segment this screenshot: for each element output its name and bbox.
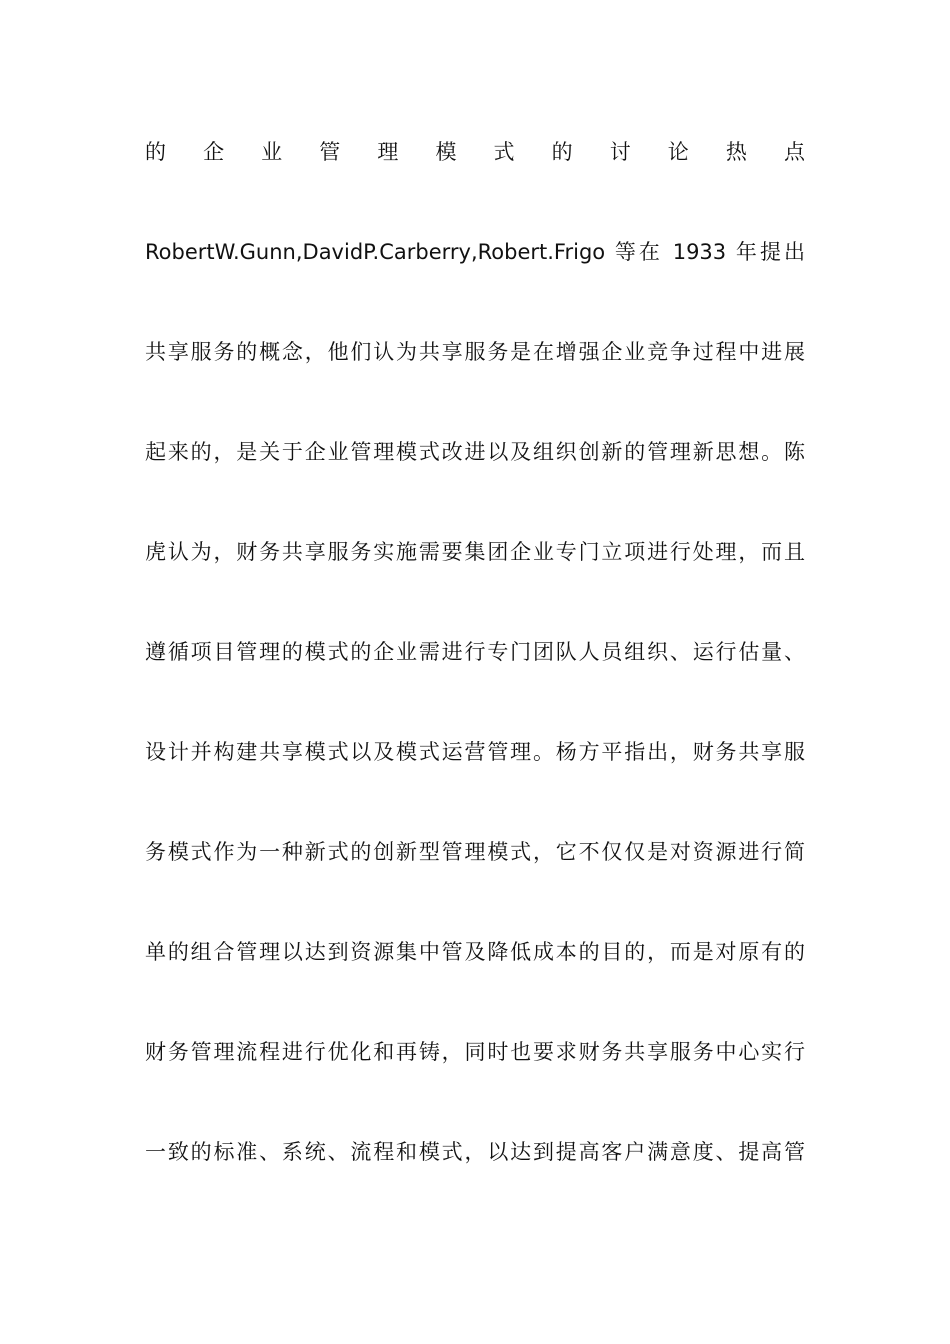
text-line-5: 虎认为，财务共享服务实施需要集团企业专门立项进行处理，而且 bbox=[145, 540, 805, 564]
body-text bbox=[145, 128, 805, 1228]
text-line-10: 财务管理流程进行优化和再铸，同时也要求财务共享服务中心实行 bbox=[145, 1040, 805, 1064]
text-line-6: 遵循项目管理的模式的企业需进行专门团队人员组织、运行估量、 bbox=[145, 640, 805, 664]
text-line-3: 共享服务的概念，他们认为共享服务是在增强企业竞争过程中进展 bbox=[145, 340, 805, 364]
text-line-4: 起来的，是关于企业管理模式改进以及组织创新的管理新思想。陈 bbox=[145, 440, 805, 464]
text-line-9: 单的组合管理以达到资源集中管及降低成本的目的，而是对原有的 bbox=[145, 940, 805, 964]
text-line-8: 务模式作为一种新式的创新型管理模式，它不仅仅是对资源进行简 bbox=[145, 840, 805, 864]
text-line-2: RobertW.Gunn,DavidP.Carberry,Robert.Frigo 等在 1933 年提出 bbox=[145, 240, 805, 264]
text-line-11: 一致的标准、系统、流程和模式，以达到提高客户满意度、提高管 bbox=[145, 1140, 805, 1164]
text-line-7: 设计并构建共享模式以及模式运营管理。杨方平指出，财务共享服 bbox=[145, 740, 805, 764]
text-line-1: 的 企 业 管 理 模 式 的 讨 论 热 点 bbox=[145, 140, 805, 164]
